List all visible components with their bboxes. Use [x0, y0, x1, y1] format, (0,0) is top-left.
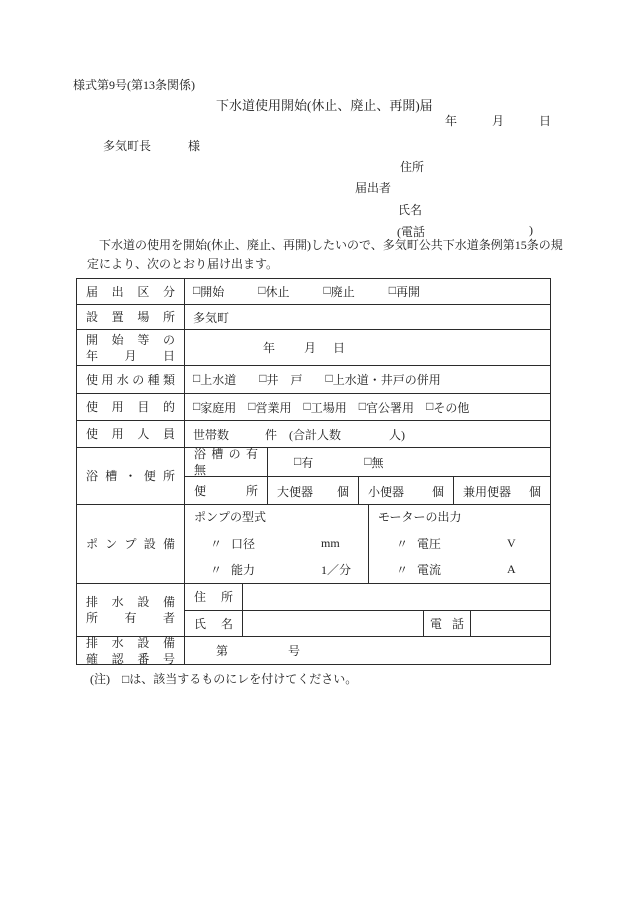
fixture-unit: 個 — [431, 484, 444, 499]
checkbox-icon: □ — [388, 283, 397, 297]
row-owner-label-cell — [77, 584, 185, 636]
date-month-label: 月 — [492, 114, 505, 128]
owner-name-blank-field — [243, 611, 424, 637]
bath-toilet-subgrid — [185, 448, 550, 504]
motor-line-current — [369, 557, 550, 584]
option-label: 井 戸 — [266, 373, 303, 387]
row-occupants-label-cell — [77, 421, 185, 447]
motor-column — [369, 505, 550, 583]
checkbox-icon: □ — [358, 398, 367, 413]
pump-column — [185, 505, 369, 583]
row-purpose-label-cell — [77, 394, 185, 420]
row-pump — [77, 504, 550, 583]
option-label: 休止 — [265, 285, 290, 299]
date-year-label: 年 — [445, 114, 458, 128]
sub-label: 便 所 — [194, 484, 258, 498]
sub-label: 氏 名 — [194, 617, 233, 631]
option-label: 工場用 — [310, 400, 347, 415]
checkbox-option-bath-no — [364, 454, 383, 471]
row-start-date-label-cell — [77, 330, 185, 365]
body-paragraph-line2: 定により、次のとおり届け出ます。 — [87, 257, 279, 271]
bath-options — [268, 448, 550, 476]
sub-label: 電 話 — [430, 617, 464, 631]
spec-name: 能力 — [231, 563, 256, 578]
row-bath-toilet-label-cell — [77, 448, 185, 504]
checkbox-option-factory — [304, 399, 347, 416]
row-label-line1: 排 水 設 備 — [86, 595, 175, 609]
row-label: 使 用 水 の 種 類 — [86, 372, 175, 387]
body-paragraph-line1: 下水道の使用を開始(休止、廃止、再開)したいので、多気町公共下水道条例第15条の規 — [99, 238, 563, 252]
motor-output-label: モーターの出力 — [378, 510, 462, 524]
owner-address-blank-field — [243, 584, 550, 610]
toilet-cell-small — [359, 477, 454, 505]
date-line — [445, 112, 551, 129]
checkbox-icon: □ — [259, 371, 267, 385]
checkbox-option-business — [248, 399, 291, 416]
option-label: 開始 — [200, 285, 225, 299]
option-label: 上水道・井戸の併用 — [332, 373, 441, 387]
row-label-line1: 排 水 設 備 — [86, 635, 175, 650]
row-label: 浴 槽 ・ 便 所 — [86, 469, 175, 483]
ditto-icon: 〃 — [395, 536, 408, 551]
checkbox-icon: □ — [248, 398, 256, 413]
checkbox-icon: □ — [325, 371, 333, 385]
fixture-unit: 個 — [336, 484, 349, 499]
option-label: 有 — [301, 455, 314, 470]
declarant-name-label: 氏名 — [398, 203, 423, 217]
option-label: その他 — [433, 400, 470, 415]
row-water-type — [77, 365, 550, 393]
fixture-unit: 個 — [528, 484, 541, 499]
owner-phone-label-cell — [424, 611, 471, 637]
checkbox-option-suspend — [258, 283, 289, 300]
row-confirm-number-label-cell — [77, 637, 185, 664]
addressee: 多気町長 — [103, 139, 152, 153]
checkbox-option-waterworks — [193, 371, 236, 388]
row-confirm-number — [77, 636, 550, 664]
sub-label: 住 所 — [194, 590, 233, 604]
report-type-options — [185, 279, 550, 304]
checkbox-option-resume — [389, 283, 420, 300]
row-purpose — [77, 393, 550, 420]
checkbox-option-start — [193, 283, 224, 300]
purpose-options — [185, 394, 550, 420]
month-label: 月 — [304, 341, 317, 355]
honorific: 様 — [188, 139, 201, 153]
bath-label-cell — [185, 448, 268, 476]
row-location — [77, 304, 550, 329]
checkbox-icon: □ — [193, 398, 201, 413]
declarant-label: 届出者 — [355, 181, 392, 195]
year-label: 年 — [263, 341, 276, 355]
sub-label: 浴 槽 の 有 無 — [194, 447, 258, 477]
owner-address-subrow — [185, 584, 550, 610]
row-report-type — [77, 279, 550, 304]
ditto-icon: 〃 — [395, 563, 408, 578]
checkbox-icon: □ — [258, 283, 266, 297]
row-start-date — [77, 329, 550, 365]
checkbox-icon: □ — [303, 398, 311, 413]
toilet-subrow — [185, 476, 550, 505]
fixture-name: 小便器 — [368, 484, 405, 499]
checkbox-option-both — [326, 371, 441, 388]
toilet-cell-combined — [454, 477, 550, 505]
declarant-address-label: 住所 — [400, 160, 425, 174]
bath-subrow — [185, 448, 550, 476]
addressee-line — [103, 137, 200, 154]
toilet-cell-large — [268, 477, 359, 505]
checkbox-icon: □ — [193, 283, 201, 297]
motor-line-voltage — [369, 530, 550, 557]
occupants-text: 世帯数 件 (合計人数 人) — [193, 427, 405, 442]
checkbox-option-bath-yes — [294, 454, 313, 471]
ditto-icon: 〃 — [209, 563, 222, 578]
option-label: 官公署用 — [366, 400, 415, 415]
checkbox-option-abolish — [324, 283, 355, 300]
occupants-value-cell — [185, 421, 550, 447]
phone-open-label: (電話 — [397, 225, 425, 239]
spec-unit: mm — [321, 535, 340, 550]
location-value: 多気町 — [193, 310, 230, 325]
footnote: (注) □は、該当するものにレを付けてください。 — [90, 672, 358, 686]
owner-name-subrow — [185, 610, 550, 637]
location-value-cell — [185, 305, 550, 329]
checkbox-icon: □ — [323, 283, 331, 297]
checkbox-icon: □ — [426, 398, 434, 413]
owner-phone-blank-field — [471, 611, 550, 637]
form-number: 様式第9号(第13条関係) — [73, 78, 195, 92]
pump-model-label: ポンプの型式 — [194, 510, 267, 524]
document-title: 下水道使用開始(休止、廃止、再開)届 — [216, 98, 433, 113]
row-label-line2: 確 認 番 号 — [86, 651, 175, 666]
row-label-line2: 所 有 者 — [86, 611, 175, 625]
date-day-label: 日 — [539, 114, 552, 128]
checkbox-icon: □ — [294, 453, 302, 468]
day-label: 日 — [333, 341, 346, 355]
row-bath-toilet — [77, 447, 550, 504]
ditto-icon: 〃 — [209, 536, 222, 551]
row-owner — [77, 583, 550, 636]
checkbox-option-well — [259, 371, 302, 388]
spec-name: 電流 — [417, 563, 442, 578]
confirm-number-value-cell — [185, 637, 550, 664]
row-water-type-label-cell — [77, 366, 185, 393]
row-label: 届 出 区 分 — [86, 284, 175, 299]
checkbox-option-other — [426, 399, 469, 416]
checkbox-icon: □ — [193, 371, 201, 385]
option-label: 無 — [371, 455, 384, 470]
row-occupants — [77, 420, 550, 447]
checkbox-option-government — [359, 399, 414, 416]
row-label: 設 置 場 所 — [86, 310, 175, 324]
row-report-type-label-cell — [77, 279, 185, 304]
phone-close-paren: ) — [529, 223, 533, 237]
option-label: 再開 — [396, 285, 421, 299]
row-pump-label-cell — [77, 505, 185, 583]
confirm-number-text: 第 号 — [216, 644, 301, 658]
row-label: 使 用 人 員 — [86, 427, 175, 441]
spec-name: 口径 — [231, 536, 256, 551]
pump-line-capacity — [185, 557, 368, 584]
row-label: ポ ン プ 設 備 — [86, 537, 175, 551]
option-label: 営業用 — [255, 400, 292, 415]
spec-unit: V — [507, 535, 516, 550]
toilet-label-cell — [185, 477, 268, 505]
pump-line-diameter — [185, 530, 368, 557]
start-date-value-cell — [185, 330, 550, 365]
row-label: 使 用 目 的 — [86, 400, 175, 414]
option-label: 廃止 — [330, 285, 355, 299]
row-label-line1: 開 始 等 の — [86, 332, 175, 347]
owner-subgrid — [185, 584, 550, 636]
checkbox-icon: □ — [364, 453, 372, 468]
fixture-name: 大便器 — [277, 484, 314, 499]
row-label-line2: 年 月 日 — [86, 348, 175, 363]
fixture-name: 兼用便器 — [463, 484, 512, 499]
spec-name: 電圧 — [417, 536, 442, 551]
spec-unit: A — [507, 562, 516, 577]
checkbox-option-household — [193, 399, 236, 416]
option-label: 家庭用 — [200, 400, 237, 415]
water-type-options — [185, 366, 550, 393]
row-location-label-cell — [77, 305, 185, 329]
owner-address-label-cell — [185, 584, 243, 610]
option-label: 上水道 — [200, 373, 237, 387]
spec-unit: 1／分 — [321, 563, 352, 578]
form-table — [76, 278, 551, 665]
owner-name-label-cell — [185, 611, 243, 637]
